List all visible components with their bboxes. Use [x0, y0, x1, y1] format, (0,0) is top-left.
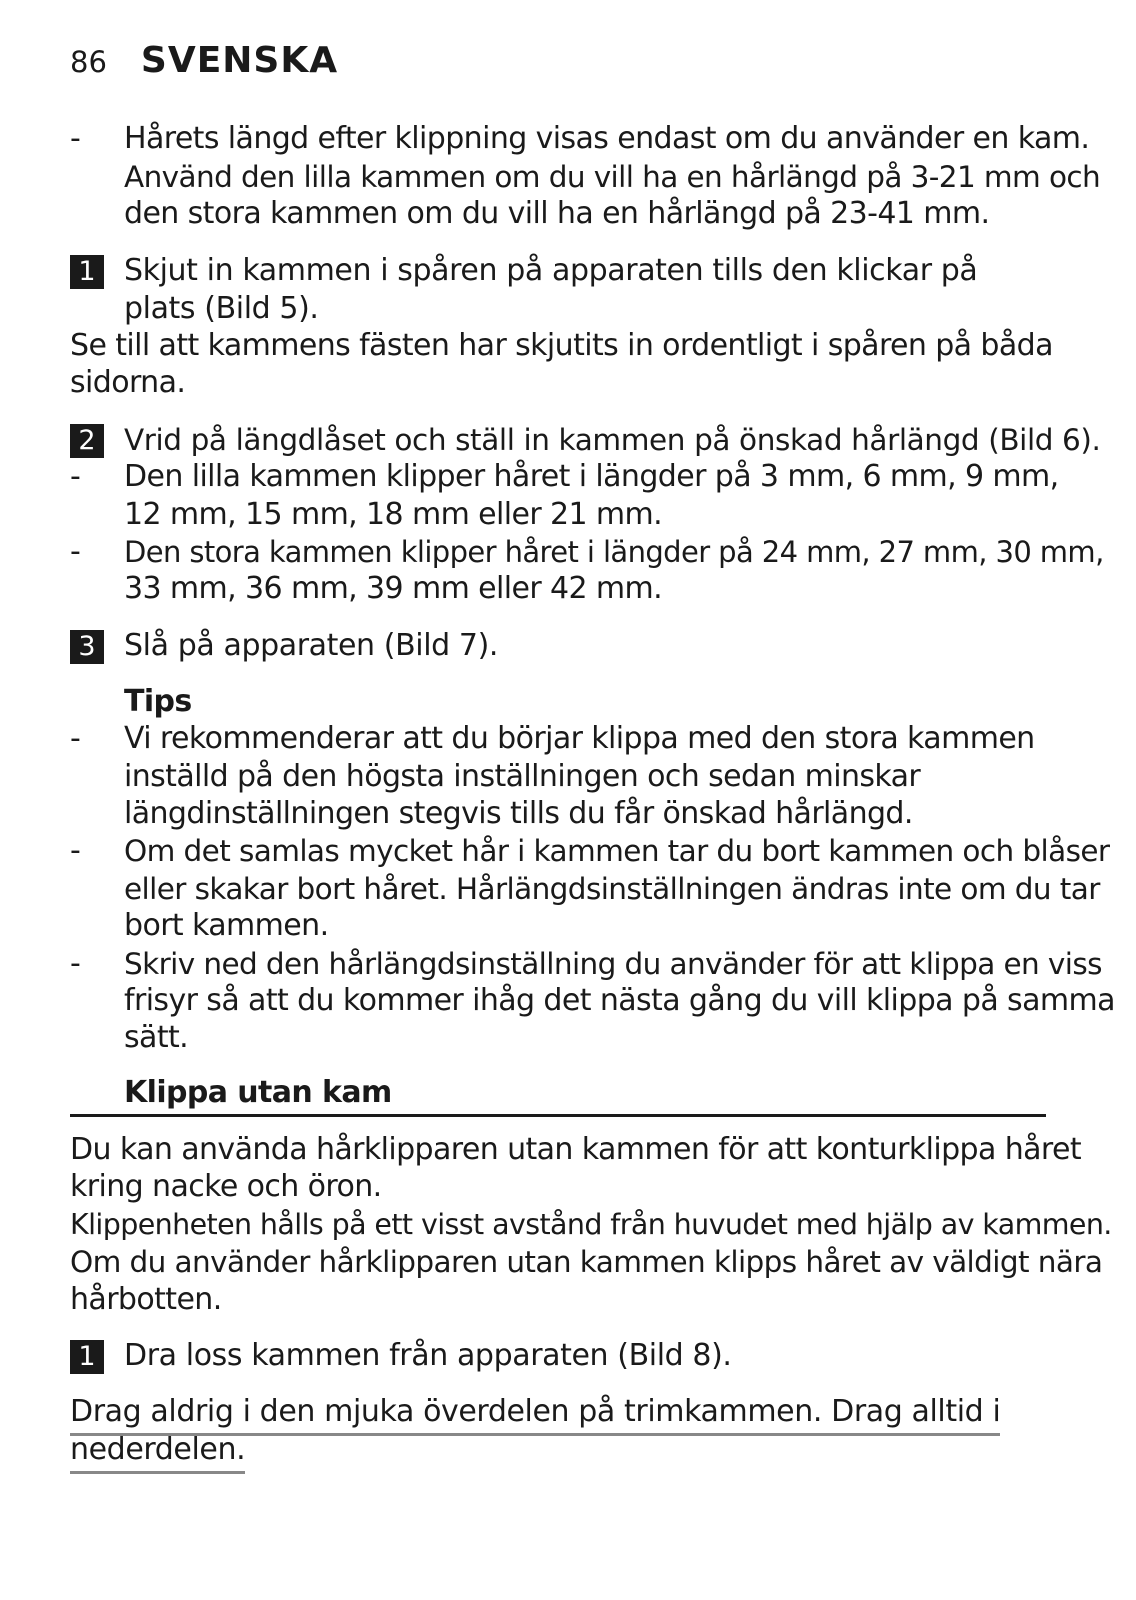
bullet-line: Den stora kammen klipper håret i längder på 24 mm, 27 mm, 30 mm,: [124, 535, 1104, 569]
step-number-badge: 2: [70, 424, 104, 458]
intro-line: Använd den lilla kammen om du vill ha en hårlängd på 3-21 mm och: [124, 160, 1101, 194]
section-paragraph-line: Klippenheten hålls på ett visst avstånd från huvudet med hjälp av kammen.: [70, 1208, 1112, 1241]
bullet-line: 12 mm, 15 mm, 18 mm eller 21 mm.: [124, 497, 663, 532]
bullet-dash: -: [70, 121, 81, 156]
bullet-line: Den lilla kammen klipper håret i längder på 3 mm, 6 mm, 9 mm,: [124, 459, 1059, 494]
tip-line: bort kammen.: [124, 908, 329, 943]
step-number-badge: 1: [70, 1340, 104, 1374]
bullet-dash: -: [70, 721, 81, 756]
section-paragraph-line: Om du använder hårklipparen utan kammen klipps håret av väldigt nära: [70, 1245, 1103, 1279]
step-2-text: Vrid på längdlåset och ställ in kammen på önskad hårlängd (Bild 6).: [124, 423, 1101, 457]
section-paragraph-line: hårbotten.: [70, 1282, 222, 1317]
section-paragraph-line: kring nacke och öron.: [70, 1169, 382, 1204]
bullet-dash: -: [70, 946, 81, 981]
step-1-line: plats (Bild 5).: [124, 291, 319, 326]
language-title: SVENSKA: [140, 40, 339, 81]
tip-line: sätt.: [124, 1020, 189, 1055]
tip-line: Skriv ned den hårlängdsinställning du använder för att klippa en viss: [124, 947, 1102, 981]
warning-line: Drag aldrig i den mjuka överdelen på trimkammen. Drag alltid i: [70, 1393, 1000, 1436]
step-number-badge: 3: [70, 630, 104, 664]
bullet-dash: -: [70, 534, 81, 569]
step-3-text: Slå på apparaten (Bild 7).: [124, 628, 499, 663]
tip-line: inställd på den högsta inställningen och sedan minskar: [124, 759, 921, 794]
tips-heading: Tips: [124, 684, 192, 719]
page-header: [70, 40, 338, 86]
intro-line: Hårets längd efter klippning visas endast om du använder en kam.: [124, 121, 1090, 156]
tip-line: eller skakar bort håret. Hårlängdsinställningen ändras inte om du tar: [124, 872, 1100, 906]
section-heading: Klippa utan kam: [124, 1075, 392, 1110]
step-1-note: sidorna.: [70, 365, 186, 400]
intro-line: den stora kammen om du vill ha en hårlängd på 23-41 mm.: [124, 196, 990, 231]
tip-line: frisyr så att du kommer ihåg det nästa gång du vill klippa på samma: [124, 983, 1115, 1018]
bullet-dash: -: [70, 833, 81, 868]
bullet-line: 33 mm, 36 mm, 39 mm eller 42 mm.: [124, 571, 663, 606]
step-1-note: Se till att kammens fästen har skjutits in ordentligt i spåren på båda: [70, 328, 1053, 363]
tip-line: längdinställningen stegvis tills du får önskad hårlängd.: [124, 796, 913, 831]
section-paragraph-line: Du kan använda hårklipparen utan kammen för att konturklippa håret: [70, 1132, 1082, 1167]
warning-line: nederdelen.: [70, 1431, 245, 1474]
step-number-badge: 1: [70, 255, 104, 289]
tip-line: Om det samlas mycket hår i kammen tar du bort kammen och blåser: [124, 834, 1110, 868]
step-1-line: Skjut in kammen i spåren på apparaten tills den klickar på: [124, 253, 978, 288]
bullet-dash: -: [70, 459, 81, 494]
page-number: 86: [70, 45, 107, 79]
section-divider: [70, 1114, 1046, 1117]
section-step-1-text: Dra loss kammen från apparaten (Bild 8).: [124, 1338, 732, 1373]
tip-line: Vi rekommenderar att du börjar klippa med den stora kammen: [124, 721, 1035, 756]
